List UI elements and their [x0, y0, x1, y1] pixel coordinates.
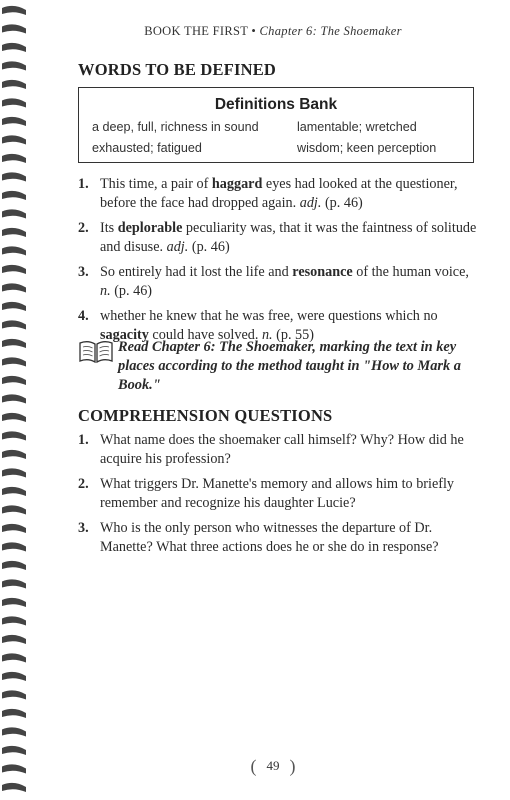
- spiral-coil: [2, 209, 26, 218]
- spiral-coil: [2, 635, 26, 644]
- vocab-list: [78, 175, 478, 351]
- spiral-coil: [2, 357, 26, 366]
- vocab-ref: (p. 55): [272, 327, 314, 343]
- vocab-text: whether he knew that he was free, were questions which no: [100, 308, 438, 324]
- spiral-coil: [2, 653, 26, 662]
- spiral-coil: [2, 579, 26, 588]
- words-heading: WORDS TO BE DEFINED: [78, 60, 277, 79]
- definitions-bank-title: Definitions Bank: [214, 96, 338, 113]
- running-head-chapter: Chapter 6: The Shoemaker: [259, 24, 402, 38]
- vocab-text: peculiarity was, that it was the faintness of solitude and disuse.: [100, 220, 477, 255]
- definitions-bank: [78, 87, 474, 163]
- vocab-pos: adj.: [299, 195, 322, 211]
- spiral-coil: [2, 61, 26, 70]
- vocab-pos: n.: [261, 327, 273, 343]
- spiral-coil: [2, 450, 26, 459]
- spiral-coil: [2, 172, 26, 181]
- read-note: [78, 338, 478, 398]
- vocab-text: This time, a pair of: [100, 176, 212, 192]
- question-number: 2.: [78, 476, 89, 492]
- spiral-binding: [0, 0, 28, 800]
- page-number-container: [36, 756, 510, 777]
- running-head-separator: •: [251, 24, 257, 38]
- page-number: 49: [266, 758, 280, 773]
- vocab-text: So entirely had it lost the life and: [100, 264, 293, 280]
- spiral-coil: [2, 709, 26, 718]
- spiral-coil: [2, 524, 26, 533]
- spiral-coil: [2, 228, 26, 237]
- question-text: Who is the only person who witnesses the departure of Dr. Manette? What three actions does he or she do in response?: [100, 520, 439, 555]
- spiral-coil: [2, 283, 26, 292]
- question-text: What triggers Dr. Manette's memory and allows him to briefly remember and recognize his daughter Lucie?: [100, 476, 455, 511]
- vocab-item: [78, 219, 478, 257]
- page: [36, 0, 510, 800]
- comprehension-list: [78, 431, 478, 563]
- spiral-coil: [2, 394, 26, 403]
- definition-item: a deep, full, richness in sound: [92, 120, 259, 134]
- vocab-text: Its: [100, 220, 118, 236]
- spiral-coil: [2, 320, 26, 329]
- running-head: [36, 24, 510, 39]
- spiral-coil: [2, 117, 26, 126]
- definition-item: wisdom; keen perception: [297, 141, 437, 155]
- vocab-pos: n.: [100, 283, 111, 299]
- question-number: 3.: [78, 520, 89, 536]
- spiral-coil: [2, 339, 26, 348]
- definition-item: exhausted; fatigued: [92, 141, 202, 155]
- vocab-text: could have solved.: [148, 327, 262, 343]
- spiral-coil: [2, 376, 26, 385]
- vocab-number: 1.: [78, 176, 89, 192]
- spiral-coil: [2, 80, 26, 89]
- spiral-coil: [2, 598, 26, 607]
- spiral-coil: [2, 6, 26, 15]
- vocab-word: deplorable: [117, 220, 183, 236]
- spiral-coil: [2, 98, 26, 107]
- vocab-text: eyes had looked at the questioner, before the face had dropped again.: [100, 176, 458, 211]
- spiral-coil: [2, 265, 26, 274]
- spiral-coil: [2, 690, 26, 699]
- spiral-coil: [2, 505, 26, 514]
- vocab-item: [78, 263, 478, 301]
- vocab-word: sagacity: [100, 327, 149, 343]
- vocab-word: haggard: [211, 176, 263, 192]
- page-ornament-left: (: [250, 756, 257, 776]
- spiral-coil: [2, 246, 26, 255]
- vocab-ref: (p. 46): [188, 239, 230, 255]
- spiral-coil: [2, 487, 26, 496]
- question-text: What name does the shoemaker call himself? Why? How did he acquire his profession?: [100, 432, 464, 467]
- question-number: 1.: [78, 432, 89, 448]
- spiral-coil: [2, 413, 26, 422]
- vocab-ref: (p. 46): [321, 195, 363, 211]
- definition-item: lamentable; wretched: [297, 120, 417, 134]
- vocab-number: 4.: [78, 308, 89, 324]
- spiral-coil: [2, 561, 26, 570]
- spiral-coil: [2, 468, 26, 477]
- page-ornament-right: ): [289, 756, 296, 776]
- vocab-ref: (p. 46): [110, 283, 153, 299]
- spiral-coil: [2, 24, 26, 33]
- vocab-number: 3.: [78, 264, 89, 280]
- spiral-coil: [2, 431, 26, 440]
- spiral-coil: [2, 191, 26, 200]
- read-instruction: Read Chapter 6: The Shoemaker, marking the text in key places according to the method taught in "How to Mark a Book.": [118, 339, 462, 393]
- vocab-pos: adj.: [166, 239, 189, 255]
- spiral-coil: [2, 616, 26, 625]
- vocab-item: [78, 175, 478, 213]
- question-item: [78, 519, 478, 557]
- spiral-coil: [2, 783, 26, 792]
- spiral-coil: [2, 764, 26, 773]
- spiral-coil: [2, 154, 26, 163]
- vocab-word: resonance: [292, 264, 353, 280]
- running-head-book: BOOK THE FIRST: [144, 24, 248, 38]
- spiral-coil: [2, 542, 26, 551]
- spiral-coil: [2, 302, 26, 311]
- open-book-icon: [78, 340, 114, 364]
- spiral-coil: [2, 746, 26, 755]
- spiral-coil: [2, 727, 26, 736]
- question-item: [78, 431, 478, 469]
- spiral-coil: [2, 43, 26, 52]
- vocab-number: 2.: [78, 220, 89, 236]
- vocab-text: of the human voice,: [352, 264, 469, 280]
- spiral-coil: [2, 672, 26, 681]
- question-item: [78, 475, 478, 513]
- spiral-coil: [2, 135, 26, 144]
- comprehension-heading: COMPREHENSION QUESTIONS: [78, 406, 333, 425]
